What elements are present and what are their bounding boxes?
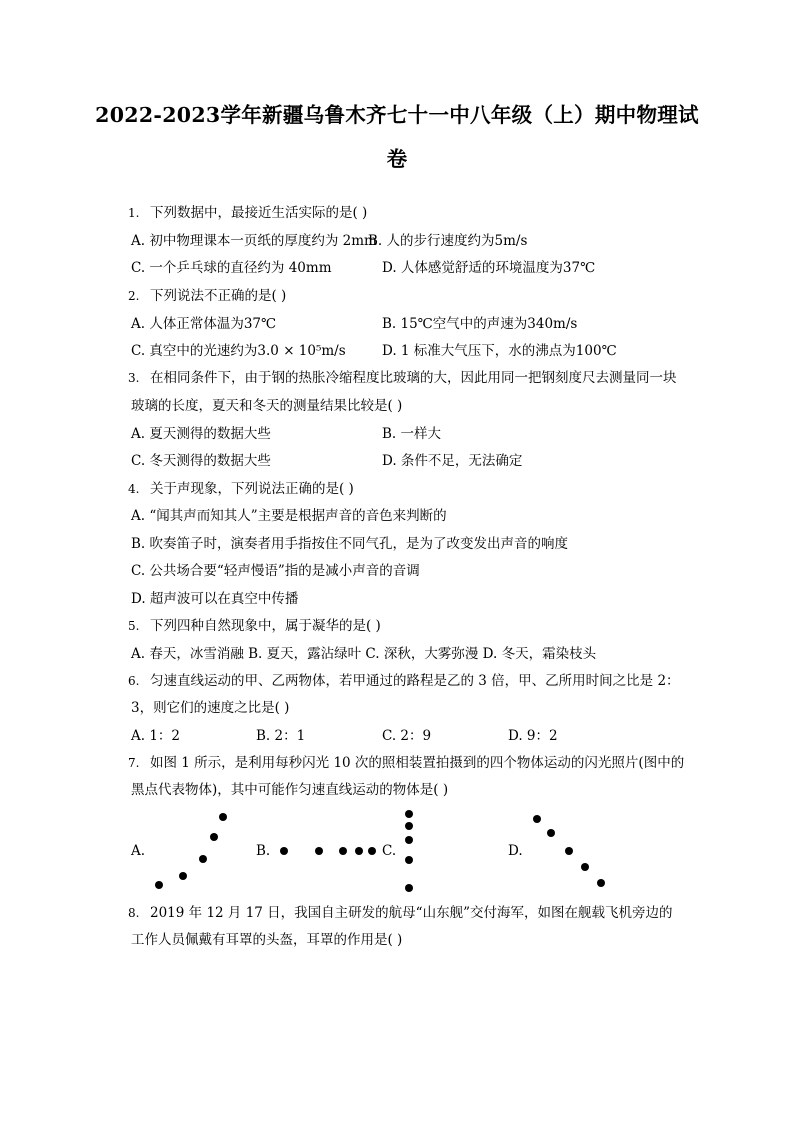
option-a: A. 初中物理课本一页纸的厚度约为 2mm — [131, 233, 377, 249]
option-d: D. 超声波可以在真空中传播 — [131, 591, 299, 607]
option-d: D. 9：2 — [508, 728, 558, 744]
question-5 — [128, 617, 381, 635]
question-stem: 下列说法不正确的是( ) — [150, 288, 287, 304]
option-c: C. 冬天测得的数据大些 — [131, 453, 271, 469]
question-number: 8. — [128, 906, 140, 920]
option-b: B. 吹奏笛子时，演奏者用手指按住不同气孔，是为了改变发出声音的响度 — [131, 536, 569, 552]
options-row: A. 春天，冰雪消融 B. 夏天，露沾绿叶 C. 深秋，大雾弥漫 D. 冬天，霜染枝头 — [131, 646, 597, 662]
question-stem: 2019 年 12 月 17 日，我国自主研发的航母“山东舰”交付海军，如图在舰载飞机旁边的 — [150, 905, 673, 921]
question-stem-continued: 工作人员佩戴有耳罩的头盔，耳罩的作用是( ) — [131, 932, 403, 948]
figure-b-dot — [280, 847, 288, 855]
figure-c-dot — [405, 822, 413, 830]
question-6 — [128, 672, 680, 690]
question-stem: 在相同条件下，由于钢的热胀冷缩程度比玻璃的大，因此用同一把钢刻度尺去测量同一块 — [150, 370, 677, 386]
figure-d-dot — [565, 847, 573, 855]
question-number: 5. — [128, 619, 140, 633]
question-number: 4. — [128, 482, 140, 496]
option-b: B. 人的步行速度约为5m/s — [368, 233, 528, 249]
option-d: D. — [508, 843, 523, 859]
figure-a-dot — [219, 813, 227, 821]
figure-a-dot — [155, 881, 163, 889]
question-stem: 关于声现象，下列说法正确的是( ) — [150, 481, 354, 497]
option-b: B. 2：1 — [256, 728, 306, 744]
option-c: C. — [382, 843, 397, 859]
question-3 — [128, 369, 677, 387]
question-4 — [128, 480, 354, 498]
option-d: D. 条件不足，无法确定 — [382, 453, 523, 469]
question-1 — [128, 204, 367, 222]
option-b: B. 一样大 — [382, 426, 442, 442]
figure-b-dot — [315, 847, 323, 855]
question-stem: 下列四种自然现象中，属于凝华的是( ) — [150, 618, 381, 634]
figure-d-dot — [533, 815, 541, 823]
option-a: A. — [131, 843, 146, 859]
figure-b-dot — [339, 847, 347, 855]
option-d: D. 1 标准大气压下，水的沸点为100℃ — [382, 343, 617, 359]
figure-b-dot — [355, 847, 363, 855]
option-c: C. 真空中的光速约为3.0 × 10⁵m/s — [131, 343, 346, 359]
option-a: A. 1：2 — [131, 728, 181, 744]
question-stem: 如图 1 所示，是利用每秒闪光 10 次的照相装置拍摄到的四个物体运动的闪光照片(图中的 — [150, 755, 685, 771]
option-b: B. — [256, 843, 271, 859]
question-number: 2. — [128, 289, 140, 303]
question-stem-continued: 3，则它们的速度之比是( ) — [131, 700, 290, 716]
figure-c-dot — [405, 856, 413, 864]
question-number: 6. — [128, 674, 140, 688]
figure-c-dot — [405, 810, 413, 818]
question-stem-continued: 玻璃的长度，夏天和冬天的测量结果比较是( ) — [131, 398, 403, 414]
figure-c-dot — [405, 884, 413, 892]
figure-d-dot — [547, 829, 555, 837]
question-number: 7. — [128, 756, 140, 770]
figure-a-dot — [179, 872, 187, 880]
question-2 — [128, 287, 286, 305]
question-number: 3. — [128, 371, 140, 385]
page-title-continued: 卷 — [386, 147, 408, 171]
option-d: D. 人体感觉舒适的环境温度为37℃ — [382, 260, 596, 276]
option-a: A. 人体正常体温为37℃ — [131, 316, 277, 332]
question-stem: 匀速直线运动的甲、乙两物体，若甲通过的路程是乙的 3 倍，甲、乙所用时间之比是 2： — [150, 673, 680, 689]
question-stem-continued: 黑点代表物体)，其中可能作匀速直线运动的物体是( ) — [131, 782, 449, 798]
question-stem: 下列数据中，最接近生活实际的是( ) — [150, 205, 368, 221]
question-7 — [128, 754, 684, 772]
question-8 — [128, 904, 672, 922]
figure-b-dot — [368, 847, 376, 855]
option-c: C. 2：9 — [382, 728, 432, 744]
option-a: A. 夏天测得的数据大些 — [131, 426, 271, 442]
figure-d-dot — [581, 863, 589, 871]
question-number: 1. — [128, 206, 140, 220]
figure-a-dot — [199, 855, 207, 863]
figure-c-dot — [405, 836, 413, 844]
figure-a-dot — [210, 833, 218, 841]
option-b: B. 15℃空气中的声速为340m/s — [382, 316, 578, 332]
page-title: 2022-2023学年新疆乌鲁木齐七十一中八年级（上）期中物理试 — [95, 103, 699, 127]
option-c: C. 公共场合要“轻声慢语”指的是减小声音的音调 — [131, 563, 420, 579]
option-c: C. 一个乒乓球的直径约为 40mm — [131, 260, 332, 276]
figure-d-dot — [597, 879, 605, 887]
option-a: A. “闻其声而知其人”主要是根据声音的音色来判断的 — [131, 508, 447, 524]
